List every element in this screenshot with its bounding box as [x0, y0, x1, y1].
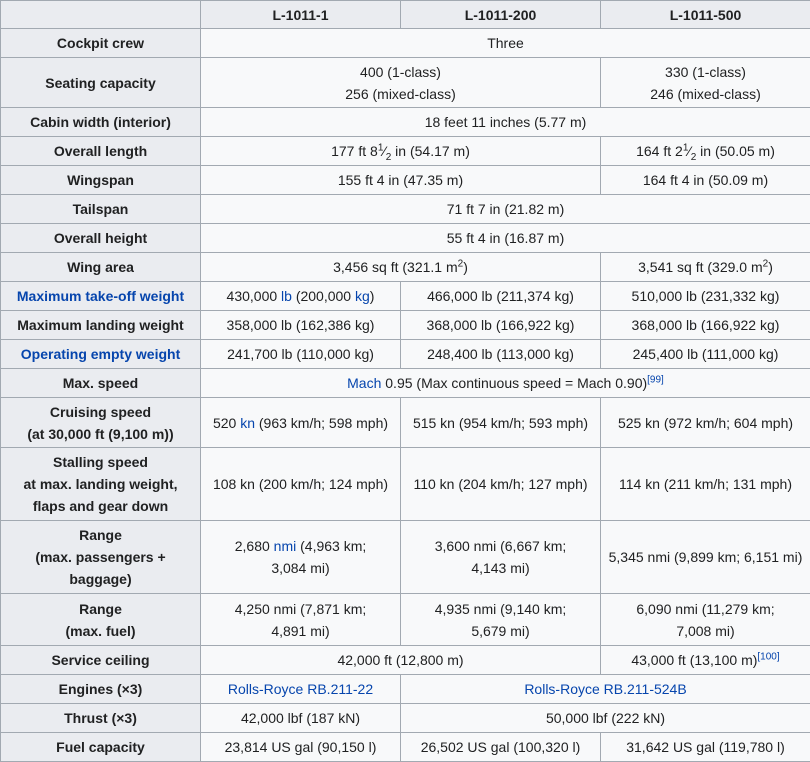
value-mlw-500: 368,000 lb (166,922 kg) [601, 311, 810, 340]
seating-1-200-line1: 400 (1-class) [203, 61, 598, 83]
header-l1011-200: L-1011-200 [401, 1, 601, 29]
cruise-1-part-a: 520 [213, 415, 240, 431]
value-range-fuel-200 [401, 594, 601, 646]
row-operating-empty-weight [1, 340, 810, 369]
label-overall-length: Overall length [1, 137, 201, 166]
range-pax-200-line2: 4,143 mi) [403, 557, 598, 579]
range-pax-200-line1: 3,600 nmi (6,667 km; [403, 535, 598, 557]
value-tailspan: 71 ft 7 in (21.82 m) [201, 195, 810, 224]
max-speed-text: 0.95 (Max continuous speed = Mach 0.90) [381, 375, 647, 391]
label-cruising-speed [1, 398, 201, 448]
label-fuel-capacity: Fuel capacity [1, 733, 201, 762]
value-mtow-1 [201, 282, 401, 311]
value-engines-200-500 [401, 675, 810, 704]
row-range-max-passengers [1, 521, 810, 594]
wing-area-500-pre: 3,541 sq ft (329.0 m [638, 259, 763, 275]
value-mlw-1: 358,000 lb (162,386 kg) [201, 311, 401, 340]
row-wing-area [1, 253, 810, 282]
row-cruising-speed [1, 398, 810, 448]
link-rb211-22[interactable]: Rolls-Royce RB.211-22 [228, 681, 373, 697]
value-wing-area-500 [601, 253, 810, 282]
fraction-numerator: 1 [683, 142, 689, 153]
range-fuel-200-line2: 5,679 mi) [403, 620, 598, 642]
label-operating-empty-weight[interactable] [1, 340, 201, 369]
corner-cell [1, 1, 201, 29]
range-fuel-1-line1: 4,250 nmi (7,871 km; [203, 598, 398, 620]
label-range-max-fuel [1, 594, 201, 646]
length-500-whole: 164 ft 2 [636, 143, 683, 159]
range-pax-1-part-b: (4,963 km; [296, 538, 366, 554]
label-tailspan: Tailspan [1, 195, 201, 224]
value-ceiling-500 [601, 646, 810, 675]
range-fuel-200-line1: 4,935 nmi (9,140 km; [403, 598, 598, 620]
value-range-fuel-1 [201, 594, 401, 646]
value-mtow-200: 466,000 lb (211,374 kg) [401, 282, 601, 311]
value-ceiling-1-200: 42,000 ft (12,800 m) [201, 646, 601, 675]
superscript-2: 2 [458, 258, 464, 269]
ceiling-500-text: 43,000 ft (13,100 m) [631, 652, 757, 668]
length-500-rest: in (50.05 m) [696, 143, 775, 159]
stall-label-line3: flaps and gear down [3, 495, 198, 517]
row-max-takeoff-weight [1, 282, 810, 311]
value-thrust-1: 42,000 lbf (187 kN) [201, 704, 401, 733]
row-engines [1, 675, 810, 704]
value-engines-1 [201, 675, 401, 704]
value-mtow-500: 510,000 lb (231,332 kg) [601, 282, 810, 311]
seating-500-line1: 330 (1-class) [603, 61, 808, 83]
length-1-200-rest: in (54.17 m) [391, 143, 470, 159]
value-stall-1: 108 kn (200 km/h; 124 mph) [201, 448, 401, 521]
wing-area-1-200-pre: 3,456 sq ft (321.1 m [333, 259, 458, 275]
link-lb[interactable]: lb [281, 288, 292, 304]
range-pax-1-part-a: 2,680 [235, 538, 274, 554]
header-l1011-1: L-1011-1 [201, 1, 401, 29]
row-tailspan [1, 195, 810, 224]
mtow-1-part-a: 430,000 [227, 288, 282, 304]
value-stall-500: 114 kn (211 km/h; 131 mph) [601, 448, 810, 521]
value-oew-200: 248,400 lb (113,000 kg) [401, 340, 601, 369]
value-cruise-1 [201, 398, 401, 448]
range-pax-label-line3: baggage) [3, 568, 198, 590]
value-oew-500: 245,400 lb (111,000 kg) [601, 340, 810, 369]
label-cockpit-crew: Cockpit crew [1, 29, 201, 58]
value-overall-height: 55 ft 4 in (16.87 m) [201, 224, 810, 253]
value-wing-area-1-200 [201, 253, 601, 282]
row-overall-length [1, 137, 810, 166]
label-service-ceiling: Service ceiling [1, 646, 201, 675]
row-seating-capacity [1, 58, 810, 108]
value-overall-length-500 [601, 137, 810, 166]
row-max-speed [1, 369, 810, 398]
value-cockpit-crew: Three [201, 29, 810, 58]
label-wing-area: Wing area [1, 253, 201, 282]
value-thrust-200-500: 50,000 lbf (222 kN) [401, 704, 810, 733]
range-pax-label-line1: Range [3, 524, 198, 546]
stall-label-line2: at max. landing weight, [3, 473, 198, 495]
header-l1011-500: L-1011-500 [601, 1, 810, 29]
row-wingspan [1, 166, 810, 195]
label-max-speed: Max. speed [1, 369, 201, 398]
value-max-speed [201, 369, 810, 398]
label-stalling-speed [1, 448, 201, 521]
value-range-pax-500: 5,345 nmi (9,899 km; 6,151 mi) [601, 521, 810, 594]
fraction-numerator: 1 [378, 142, 384, 153]
value-cabin-width: 18 feet 11 inches (5.77 m) [201, 108, 810, 137]
value-cruise-500: 525 kn (972 km/h; 604 mph) [601, 398, 810, 448]
range-pax-1-line2: 3,084 mi) [203, 557, 398, 579]
row-service-ceiling [1, 646, 810, 675]
range-pax-1-line1 [203, 535, 398, 557]
value-range-pax-200 [401, 521, 601, 594]
value-fuel-200: 26,502 US gal (100,320 l) [401, 733, 601, 762]
label-max-takeoff-weight[interactable] [1, 282, 201, 311]
value-range-pax-1 [201, 521, 401, 594]
row-cockpit-crew [1, 29, 810, 58]
value-stall-200: 110 kn (204 km/h; 127 mph) [401, 448, 601, 521]
label-engines: Engines (×3) [1, 675, 201, 704]
value-range-fuel-500 [601, 594, 810, 646]
fraction-denominator: 2 [691, 152, 697, 163]
row-max-landing-weight [1, 311, 810, 340]
wing-area-1-200-post: ) [463, 259, 468, 275]
wing-area-500-post: ) [768, 259, 773, 275]
range-fuel-label-line1: Range [3, 598, 198, 620]
range-fuel-500-line2: 7,008 mi) [603, 620, 808, 642]
seating-1-200-line2: 256 (mixed-class) [203, 83, 598, 105]
link-operating-empty-weight[interactable]: Operating empty weight [21, 346, 180, 362]
value-wingspan-1-200: 155 ft 4 in (47.35 m) [201, 166, 601, 195]
cruising-label-line1: Cruising speed [3, 401, 198, 423]
value-seating-500 [601, 58, 810, 108]
reference-99[interactable]: [99] [647, 374, 664, 385]
range-fuel-500-line1: 6,090 nmi (11,279 km; [603, 598, 808, 620]
mtow-1-part-c: ) [370, 288, 375, 304]
value-fuel-1: 23,814 US gal (90,150 l) [201, 733, 401, 762]
label-seating-capacity: Seating capacity [1, 58, 201, 108]
label-max-landing-weight: Maximum landing weight [1, 311, 201, 340]
label-thrust: Thrust (×3) [1, 704, 201, 733]
row-thrust [1, 704, 810, 733]
row-stalling-speed [1, 448, 810, 521]
row-cabin-width [1, 108, 810, 137]
stall-label-line1: Stalling speed [3, 451, 198, 473]
cruising-label-line2: (at 30,000 ft (9,100 m)) [3, 423, 198, 445]
link-max-takeoff-weight[interactable]: Maximum take-off weight [17, 288, 184, 304]
value-overall-length-1-200 [201, 137, 601, 166]
range-fuel-label-line2: (max. fuel) [3, 620, 198, 642]
cruise-1-part-b: (963 km/h; 598 mph) [255, 415, 388, 431]
label-range-max-passengers [1, 521, 201, 594]
label-overall-height: Overall height [1, 224, 201, 253]
value-fuel-500: 31,642 US gal (119,780 l) [601, 733, 810, 762]
row-overall-height [1, 224, 810, 253]
link-nmi[interactable]: nmi [274, 538, 297, 554]
header-row [1, 1, 810, 29]
value-seating-1-200 [201, 58, 601, 108]
value-wingspan-500: 164 ft 4 in (50.09 m) [601, 166, 810, 195]
value-oew-1: 241,700 lb (110,000 kg) [201, 340, 401, 369]
length-1-200-fraction: $^1⁄_2$ [378, 143, 391, 159]
link-mach[interactable]: Mach [347, 375, 381, 391]
mtow-1-part-b: (200,000 [292, 288, 355, 304]
value-cruise-200: 515 kn (954 km/h; 593 mph) [401, 398, 601, 448]
seating-500-line2: 246 (mixed-class) [603, 83, 808, 105]
value-mlw-200: 368,000 lb (166,922 kg) [401, 311, 601, 340]
length-500-fraction: $^1⁄_2$ [683, 143, 696, 159]
link-kg[interactable]: kg [355, 288, 370, 304]
link-rb211-524b[interactable]: Rolls-Royce RB.211-524B [524, 681, 686, 697]
label-wingspan: Wingspan [1, 166, 201, 195]
superscript-2: 2 [763, 258, 769, 269]
length-1-200-whole: 177 ft 8 [331, 143, 378, 159]
link-kn[interactable]: kn [240, 415, 255, 431]
reference-100[interactable]: [100] [757, 651, 779, 662]
row-range-max-fuel [1, 594, 810, 646]
row-fuel-capacity [1, 733, 810, 762]
range-fuel-1-line2: 4,891 mi) [203, 620, 398, 642]
fraction-denominator: 2 [386, 152, 392, 163]
label-cabin-width: Cabin width (interior) [1, 108, 201, 137]
range-pax-label-line2: (max. passengers + [3, 546, 198, 568]
